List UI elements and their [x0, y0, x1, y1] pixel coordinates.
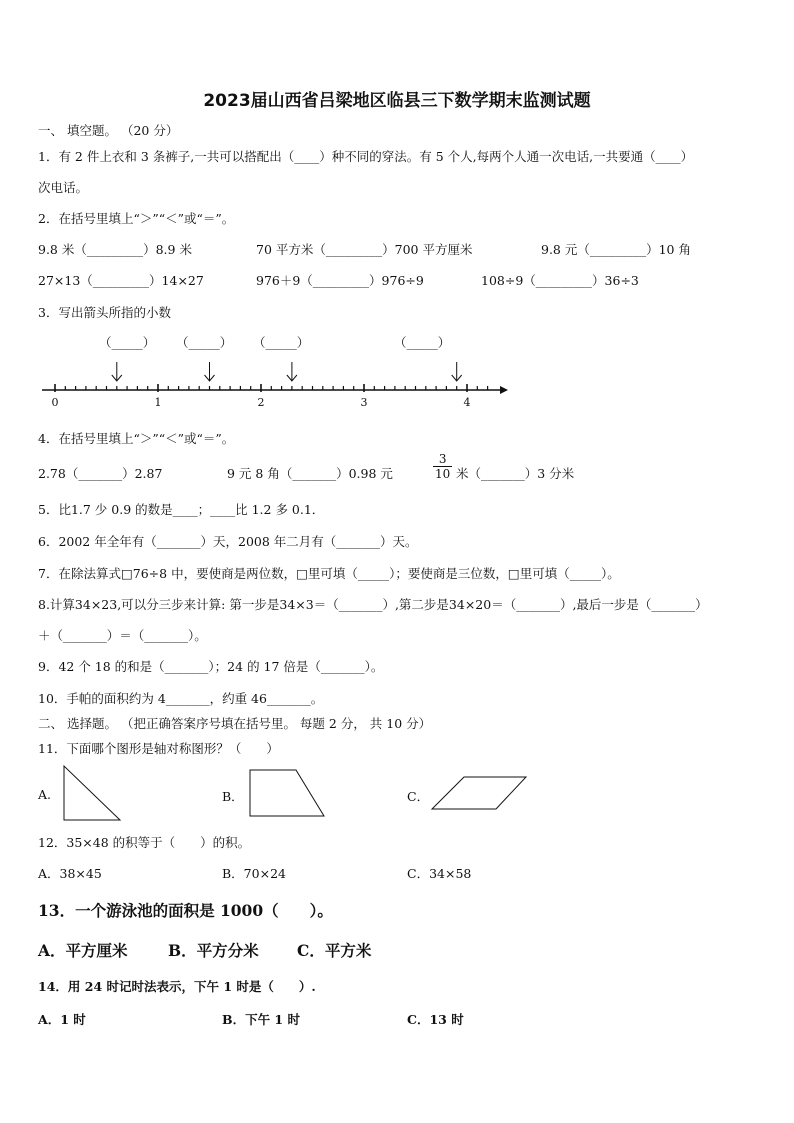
option: B．70×24 [222, 866, 286, 881]
question-4-item: 9 元 8 角（_______）0.98 元 [227, 466, 393, 481]
tick-label: 1 [154, 396, 162, 409]
trapezoid-shape [244, 766, 334, 826]
question-2-item: 108÷9（_________）36÷3 [481, 273, 639, 288]
question-4-item: 米（_______）3 分米 [456, 466, 575, 481]
answer-blank: （_____） [394, 335, 451, 350]
tick-label: 0 [51, 396, 59, 409]
answer-blank: （_____） [253, 335, 310, 350]
question-5: 5．比1.7 少 0.9 的数是____；____比 1.2 多 0.1． [38, 502, 325, 517]
question-2-item: 9.8 米（_________）8.9 米 [38, 242, 192, 257]
option: B．下午 1 时 [222, 1012, 300, 1027]
option-label: C． [407, 789, 430, 804]
question-2-item: 70 平方米（_________）700 平方厘米 [256, 242, 473, 257]
parallelogram-shape [428, 773, 538, 823]
question-3: 3．写出箭头所指的小数 [38, 305, 171, 320]
answer-blank: （_____） [99, 335, 156, 350]
fraction [433, 452, 452, 481]
option: B．平方分米 [168, 941, 259, 960]
question-12: 12．35×48 的积等于（ ）的积。 [38, 835, 251, 850]
question-11: 11．下面哪个图形是轴对称图形？（ ） [38, 741, 279, 756]
question-4-item: 2.78（_______）2.87 [38, 466, 163, 481]
number-line [0, 360, 794, 420]
question-2-item: 27×13（_________）14×27 [38, 273, 204, 288]
option-label: B． [222, 789, 244, 804]
fraction-numerator: 3 [433, 452, 452, 467]
tick-label: 3 [360, 396, 368, 409]
option: C．13 时 [407, 1012, 464, 1027]
page-title: 2023届山西省吕梁地区临县三下数学期末监测试题 [203, 91, 591, 111]
question-8-line-2: ＋（_______）＝（_______）。 [38, 628, 207, 643]
question-2: 2．在括号里填上“＞”“＜”或“＝”。 [38, 211, 235, 226]
option: A．38×45 [38, 866, 102, 881]
tick-label: 4 [463, 396, 471, 409]
answer-blank: （_____） [176, 335, 233, 350]
right-triangle-shape [60, 762, 130, 826]
question-13: 13．一个游泳池的面积是 1000（ ）。 [38, 901, 333, 920]
option: A．1 时 [38, 1012, 86, 1027]
question-7: 7．在除法算式□76÷8 中，要使商是两位数，□里可填（_____）；要使商是三位数，□里可填（_____）。 [38, 566, 620, 581]
question-14: 14．用 24 时记时法表示，下午 1 时是（ ）. [38, 979, 316, 994]
question-4: 4．在括号里填上“＞”“＜”或“＝”。 [38, 431, 235, 446]
question-9: 9．42 个 18 的和是（_______）；24 的 17 倍是（_______）。 [38, 659, 384, 674]
question-2-item: 976＋9（_________）976÷9 [256, 273, 424, 288]
number-line-arrowhead [500, 386, 508, 394]
question-8-line-1: 8.计算34×23,可以分三步来计算: 第一步是34×3＝（_______）,第二步是34×20＝（_______）,最后一步是（_______） [38, 597, 708, 612]
option: C．34×58 [407, 866, 472, 881]
option: C．平方米 [297, 941, 372, 960]
tick-label: 2 [257, 396, 265, 409]
section-fill-blank-heading: 一、 填空题。 （20 分） [38, 123, 179, 138]
question-1-line-2: 次电话。 [38, 180, 89, 195]
question-1-line-1: 1．有 2 件上衣和 3 条裤子,一共可以搭配出（____）种不同的穿法。有 5 个人,每两个人通一次电话,一共要通（____） [38, 149, 694, 164]
section-choice-heading: 二、 选择题。 （把正确答案序号填在括号里。 每题 2 分， 共 10 分） [38, 716, 432, 731]
question-10: 10．手帕的面积约为 4_______，约重 46_______。 [38, 691, 324, 706]
option: A．平方厘米 [38, 941, 128, 960]
option-label: A. [38, 787, 52, 802]
question-2-item: 9.8 元（_________）10 角 [541, 242, 691, 257]
question-6: 6．2002 年全年有（_______）天，2008 年二月有（_______）天。 [38, 534, 418, 549]
fraction-denominator: 10 [435, 467, 451, 481]
